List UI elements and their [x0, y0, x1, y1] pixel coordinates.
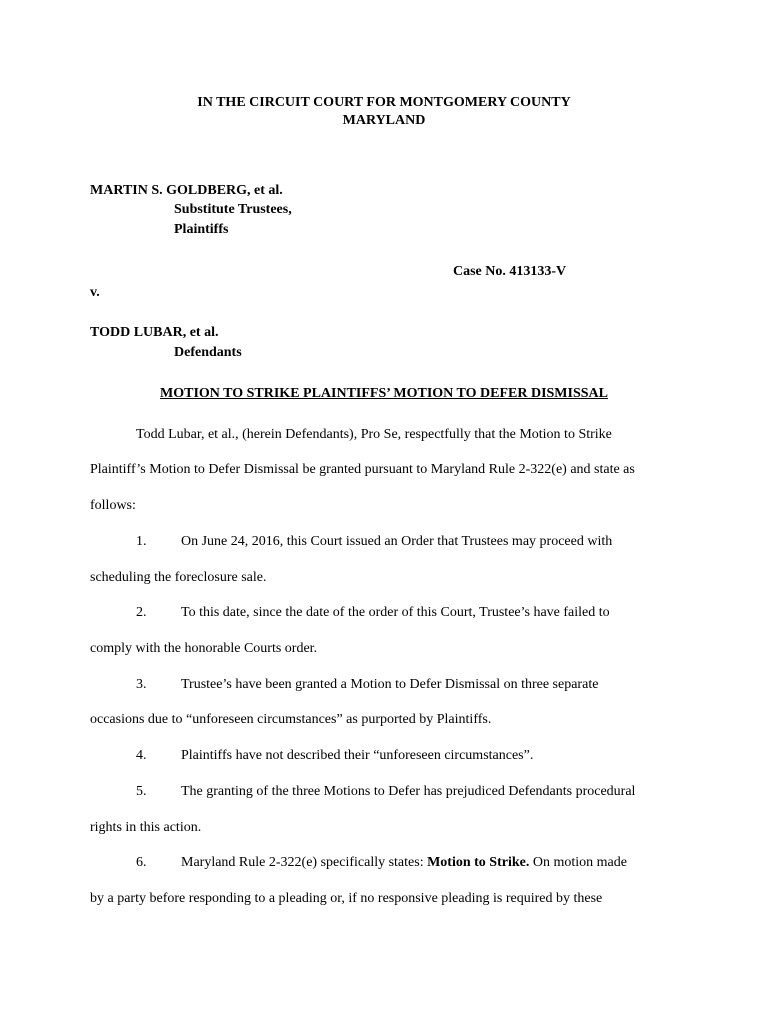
versus: v. — [90, 285, 100, 300]
item-text: To this date, since the date of the order of this Court, Trustee’s have failed to — [181, 605, 610, 620]
intro-line2: Plaintiff’s Motion to Defer Dismissal be granted pursuant to Maryland Rule 2-322(e) and state as — [90, 462, 635, 477]
intro-line1: Todd Lubar, et al., (herein Defendants), Pro Se, respectfully that the Motion to Strike — [136, 427, 612, 442]
plaintiff-role-line1: Substitute Trustees, — [174, 202, 292, 217]
plaintiff-role-line2: Plaintiffs — [174, 222, 229, 237]
item-text: On June 24, 2016, this Court issued an Order that Trustees may proceed with — [181, 534, 613, 549]
item-text — [181, 856, 627, 870]
rule-text: On motion made — [529, 855, 627, 870]
item-number: 2. — [136, 605, 147, 620]
court-heading-line1: IN THE CIRCUIT COURT FOR MONTGOMERY COUNTY — [197, 95, 571, 110]
rule-citation: Maryland Rule 2-322(e) specifically states: — [181, 855, 428, 870]
item-number: 6. — [136, 855, 147, 870]
item-number: 4. — [136, 748, 147, 763]
item-text: Trustee’s have been granted a Motion to Defer Dismissal on three separate — [181, 677, 599, 692]
case-number: Case No. 413133-V — [453, 264, 567, 279]
court-heading-line2: MARYLAND — [342, 113, 426, 128]
item-text: comply with the honorable Courts order. — [90, 641, 318, 656]
item-text: by a party before responding to a pleading or, if no responsive pleading is required by these — [90, 891, 603, 906]
document-title: MOTION TO STRIKE PLAINTIFFS’ MOTION TO DEFER DISMISSAL — [160, 386, 608, 401]
item-text: occasions due to “unforeseen circumstances” as purported by Plaintiffs. — [90, 712, 492, 727]
item-text: scheduling the foreclosure sale. — [90, 570, 267, 585]
item-number: 3. — [136, 677, 147, 692]
item-text: Plaintiffs have not described their “unforeseen circumstances”. — [181, 748, 534, 763]
plaintiff-name: MARTIN S. GOLDBERG, et al. — [90, 183, 283, 198]
item-text: The granting of the three Motions to Defer has prejudiced Defendants procedural — [181, 784, 636, 799]
defendant-name: TODD LUBAR, et al. — [90, 325, 219, 340]
defendant-role: Defendants — [174, 345, 242, 360]
item-number: 5. — [136, 784, 147, 799]
intro-line3: follows: — [90, 498, 136, 513]
item-text: rights in this action. — [90, 820, 202, 835]
rule-heading: Motion to Strike. — [427, 855, 530, 870]
item-number: 1. — [136, 534, 147, 549]
